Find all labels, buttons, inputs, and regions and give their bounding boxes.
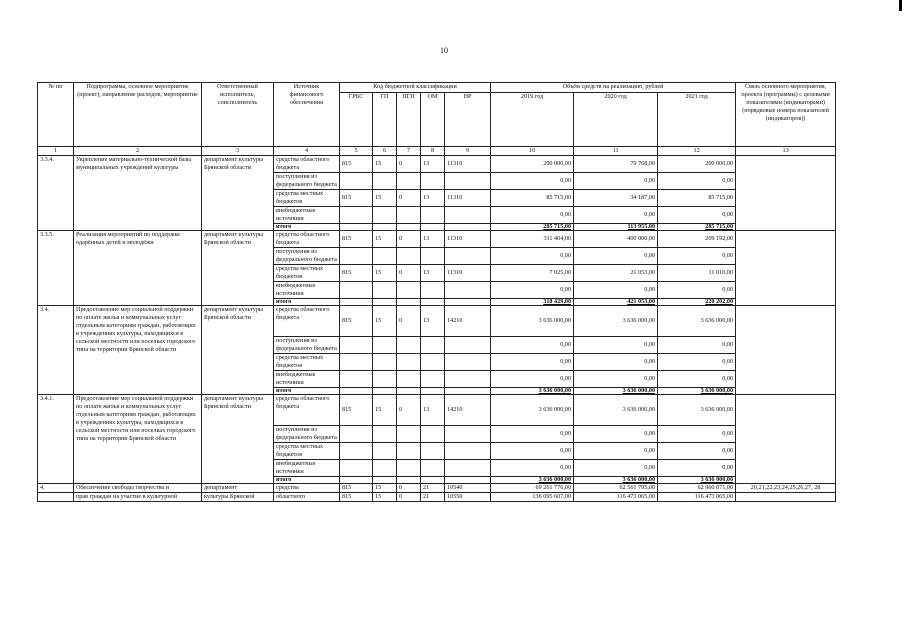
cell-2021: 116 473 065,00 bbox=[658, 493, 736, 502]
indicator-link bbox=[736, 231, 836, 306]
source-label: средства местных бюджетов bbox=[274, 190, 340, 207]
cell-np bbox=[445, 426, 491, 443]
cell-grbs bbox=[340, 354, 373, 371]
cell-2020: 0,00 bbox=[574, 173, 658, 190]
cell-pgp: 0 bbox=[397, 395, 421, 426]
cell-grbs: 815 bbox=[340, 395, 373, 426]
cell-2019: 0,00 bbox=[491, 354, 574, 371]
cell-om bbox=[421, 460, 445, 477]
column-number: 9 bbox=[445, 147, 491, 156]
cell-2020: 34 187,00 bbox=[574, 190, 658, 207]
total-empty-cell bbox=[373, 477, 397, 484]
cell-2021: 11 010,00 bbox=[658, 265, 736, 282]
column-number: 3 bbox=[202, 147, 274, 156]
cell-2020: 400 000,00 bbox=[574, 231, 658, 248]
cell-gp: 15 bbox=[373, 395, 397, 426]
section-responsible: департамент культуры Брянской области bbox=[202, 395, 274, 484]
cell-pgp: 0 bbox=[397, 156, 421, 173]
cell-2021: 62 960 071,00 bbox=[658, 484, 736, 493]
table-row bbox=[38, 231, 836, 248]
total-empty-cell bbox=[340, 299, 373, 306]
cell-2019: 0,00 bbox=[491, 282, 574, 299]
cell-np bbox=[445, 371, 491, 388]
cell-2019: 0,00 bbox=[491, 337, 574, 354]
source-label: внебюджетные источники bbox=[274, 207, 340, 224]
cell-2019: 136 095 607,00 bbox=[491, 493, 574, 502]
cell-2020: 3 636 000,00 bbox=[574, 395, 658, 426]
section-responsible: департамент культуры Брянской области bbox=[202, 306, 274, 395]
cell-pgp bbox=[397, 426, 421, 443]
cell-2020: 0,00 bbox=[574, 371, 658, 388]
page-number: 10 bbox=[440, 46, 448, 55]
cell-pgp: 0 bbox=[397, 484, 421, 493]
header-budget-code-group: Код бюджетной классификации bbox=[340, 83, 491, 93]
total-empty-cell bbox=[373, 388, 397, 395]
budget-table bbox=[37, 82, 836, 502]
cell-2019: 3 636 000,00 bbox=[491, 306, 574, 337]
cell-om bbox=[421, 443, 445, 460]
cell-gp bbox=[373, 173, 397, 190]
cell-np bbox=[445, 207, 491, 224]
cell-gp bbox=[373, 337, 397, 354]
cell-2019: 85 715,00 bbox=[491, 190, 574, 207]
source-label: поступления из федерального бюджета bbox=[274, 426, 340, 443]
cell-2019: 3 636 000,00 bbox=[491, 395, 574, 426]
cell-gp: 15 bbox=[373, 265, 397, 282]
cell-pgp bbox=[397, 337, 421, 354]
header-gp: ГП bbox=[373, 93, 397, 147]
source-label: средства областного бюджета bbox=[274, 395, 340, 426]
indicator-link bbox=[736, 306, 836, 395]
cell-np bbox=[445, 173, 491, 190]
total-empty-cell bbox=[445, 477, 491, 484]
cell-pgp bbox=[397, 173, 421, 190]
section-responsible: департамент bbox=[202, 484, 274, 493]
cell-grbs bbox=[340, 207, 373, 224]
cell-2019: 0,00 bbox=[491, 460, 574, 477]
cell-grbs bbox=[340, 426, 373, 443]
cell-gp bbox=[373, 354, 397, 371]
source-label: средства местных бюджетов bbox=[274, 443, 340, 460]
section-number: 3.4. bbox=[38, 306, 74, 395]
total-empty-cell bbox=[340, 388, 373, 395]
section-name-cont: прав граждан на участие в культурной bbox=[74, 493, 202, 502]
cell-2020: 0,00 bbox=[574, 426, 658, 443]
cell-gp: 15 bbox=[373, 190, 397, 207]
scan-edge-mark bbox=[899, 0, 902, 11]
cell-om bbox=[421, 426, 445, 443]
column-number: 1 bbox=[38, 147, 74, 156]
header-grbs: ГРБС bbox=[340, 93, 373, 147]
source-label: средства местных бюджетов bbox=[274, 354, 340, 371]
total-empty-cell bbox=[421, 224, 445, 231]
column-number: 5 bbox=[340, 147, 373, 156]
cell-pgp: 0 bbox=[397, 265, 421, 282]
cell-gp bbox=[373, 426, 397, 443]
cell-gp bbox=[373, 207, 397, 224]
cell-gp: 15 bbox=[373, 156, 397, 173]
cell-np: 14210 bbox=[445, 306, 491, 337]
cell-2021: 0,00 bbox=[658, 443, 736, 460]
cell-pgp bbox=[397, 248, 421, 265]
cell-gp bbox=[373, 282, 397, 299]
cell-om: 13 bbox=[421, 306, 445, 337]
cell-om bbox=[421, 173, 445, 190]
cell-2021: 0,00 bbox=[658, 207, 736, 224]
column-number: 8 bbox=[421, 147, 445, 156]
section-name: Обеспечение свободы творчества и bbox=[74, 484, 202, 493]
cell-np bbox=[445, 460, 491, 477]
cell-grbs: 815 bbox=[340, 493, 373, 502]
cell-gp: 15 bbox=[373, 484, 397, 493]
cell-np: 14210 bbox=[445, 395, 491, 426]
cell-grbs bbox=[340, 371, 373, 388]
section-number: 3.4.1. bbox=[38, 395, 74, 484]
cell-pgp bbox=[397, 460, 421, 477]
cell-2020: 3 636 000,00 bbox=[574, 306, 658, 337]
cell-2020: 116 473 065,00 bbox=[574, 493, 658, 502]
total-2020: 3 636 000,00 bbox=[574, 388, 658, 395]
table-row bbox=[38, 484, 836, 493]
source-label: поступления из федерального бюджета bbox=[274, 337, 340, 354]
header-om: ОМ bbox=[421, 93, 445, 147]
total-2019: 285 715,00 bbox=[491, 224, 574, 231]
header-responsible: Ответственный исполнитель, соисполнитель bbox=[202, 83, 274, 147]
section-number: 3.3.4. bbox=[38, 156, 74, 231]
header-name: Подпрограмма, основное мероприятие (проект), направление расходов, мероприятие bbox=[74, 83, 202, 147]
section-responsible: департамент культуры Брянской области bbox=[202, 231, 274, 306]
total-empty-cell bbox=[397, 299, 421, 306]
indicator-link bbox=[736, 395, 836, 484]
column-number: 11 bbox=[574, 147, 658, 156]
cell-om bbox=[421, 248, 445, 265]
total-empty-cell bbox=[445, 224, 491, 231]
table-row bbox=[38, 493, 836, 502]
cell-2020: 0,00 bbox=[574, 248, 658, 265]
total-2021: 3 636 000,00 bbox=[658, 388, 736, 395]
source-label: средства областного бюджета bbox=[274, 156, 340, 173]
total-2020: 421 053,00 bbox=[574, 299, 658, 306]
cell-gp bbox=[373, 248, 397, 265]
section-name: Укрепление материально-технической базы муниципальных учреждений культуры bbox=[74, 156, 202, 231]
cell-2021: 3 636 000,00 bbox=[658, 395, 736, 426]
cell-grbs: 815 bbox=[340, 484, 373, 493]
column-number: 4 bbox=[274, 147, 340, 156]
total-label: итого bbox=[274, 224, 340, 231]
cell-np bbox=[445, 443, 491, 460]
cell-gp bbox=[373, 371, 397, 388]
cell-grbs: 815 bbox=[340, 306, 373, 337]
total-label: итого bbox=[274, 477, 340, 484]
cell-om bbox=[421, 337, 445, 354]
cell-2021: 0,00 bbox=[658, 371, 736, 388]
section-number: 3.3.5. bbox=[38, 231, 74, 306]
cell-gp: 15 bbox=[373, 306, 397, 337]
cell-pgp: 0 bbox=[397, 493, 421, 502]
cell-grbs: 815 bbox=[340, 265, 373, 282]
column-number: 2 bbox=[74, 147, 202, 156]
cell-2020: 62 561 795,00 bbox=[574, 484, 658, 493]
cell-om: 21 bbox=[421, 493, 445, 502]
total-label: итого bbox=[274, 299, 340, 306]
total-2019: 3 636 000,00 bbox=[491, 388, 574, 395]
cell-np bbox=[445, 282, 491, 299]
cell-grbs bbox=[340, 337, 373, 354]
source-label: средства bbox=[274, 484, 340, 493]
total-label: итого bbox=[274, 388, 340, 395]
source-label: областного bbox=[274, 493, 340, 502]
cell-2019: 0,00 bbox=[491, 173, 574, 190]
cell-2021: 200 000,00 bbox=[658, 156, 736, 173]
cell-np: 11310 bbox=[445, 190, 491, 207]
cell-om: 21 bbox=[421, 484, 445, 493]
cell-om: 13 bbox=[421, 156, 445, 173]
source-label: средства областного бюджета bbox=[274, 231, 340, 248]
cell-2019: 200 000,00 bbox=[491, 156, 574, 173]
total-empty-cell bbox=[397, 477, 421, 484]
cell-2020: 0,00 bbox=[574, 354, 658, 371]
cell-2019: 0,00 bbox=[491, 371, 574, 388]
cell-2021: 0,00 bbox=[658, 282, 736, 299]
cell-gp bbox=[373, 443, 397, 460]
column-number-row bbox=[38, 147, 836, 156]
cell-pgp bbox=[397, 443, 421, 460]
cell-2019: 0,00 bbox=[491, 443, 574, 460]
header-2021: 2021 год bbox=[658, 93, 736, 147]
cell-np bbox=[445, 354, 491, 371]
cell-2019: 311 404,00 bbox=[491, 231, 574, 248]
section-name: Предоставление мер социальной поддержки по оплате жилья и коммунальных услуг отдельным категориям граждан, работающих в учреждениях культуры, находящихся в сельской местности или поселках городского типа на территории Брянской области bbox=[74, 306, 202, 395]
cell-2020: 0,00 bbox=[574, 337, 658, 354]
cell-2021: 3 636 000,00 bbox=[658, 306, 736, 337]
header-2020: 2020 год bbox=[574, 93, 658, 147]
section-name: Предоставление мер социальной поддержки по оплате жилья и коммунальных услуг отдельным категориям граждан, работающих в учреждениях культуры, находящихся в сельской местности или поселках городского типа на территории Брянской области bbox=[74, 395, 202, 484]
cell-pgp: 0 bbox=[397, 306, 421, 337]
header-np: НР bbox=[445, 93, 491, 147]
cell-2019: 0,00 bbox=[491, 426, 574, 443]
cell-2019: 0,00 bbox=[491, 207, 574, 224]
total-empty-cell bbox=[340, 477, 373, 484]
header-pgp: ПГП bbox=[397, 93, 421, 147]
cell-om bbox=[421, 282, 445, 299]
cell-np: 11310 bbox=[445, 156, 491, 173]
header-2019: 2019 год bbox=[491, 93, 574, 147]
cell-2021: 0,00 bbox=[658, 460, 736, 477]
cell-2020: 79 768,00 bbox=[574, 156, 658, 173]
cell-pgp bbox=[397, 207, 421, 224]
cell-grbs: 815 bbox=[340, 156, 373, 173]
total-empty-cell bbox=[397, 224, 421, 231]
cell-2020: 0,00 bbox=[574, 443, 658, 460]
header-no: № пп bbox=[38, 83, 74, 147]
column-number: 10 bbox=[491, 147, 574, 156]
source-label: поступления из федерального бюджета bbox=[274, 248, 340, 265]
cell-grbs bbox=[340, 282, 373, 299]
cell-2020: 0,00 bbox=[574, 282, 658, 299]
cell-2020: 0,00 bbox=[574, 460, 658, 477]
cell-np bbox=[445, 337, 491, 354]
cell-gp: 15 bbox=[373, 231, 397, 248]
cell-2019: 69 261 776,00 bbox=[491, 484, 574, 493]
total-2021: 220 202,00 bbox=[658, 299, 736, 306]
cell-om: 13 bbox=[421, 265, 445, 282]
cell-2021: 0,00 bbox=[658, 337, 736, 354]
cell-pgp: 0 bbox=[397, 231, 421, 248]
cell-grbs: 815 bbox=[340, 190, 373, 207]
cell-2021: 209 192,00 bbox=[658, 231, 736, 248]
header-source: Источник финансового обеспечения bbox=[274, 83, 340, 147]
total-empty-cell bbox=[445, 299, 491, 306]
cell-2020: 0,00 bbox=[574, 207, 658, 224]
source-label: средства местных бюджетов bbox=[274, 265, 340, 282]
total-empty-cell bbox=[340, 224, 373, 231]
header-indicator-link: Связь основного мероприятия, проекта (программы) с целевыми показателями (индикаторами) (порядковые номера показателей (индикаторов)) bbox=[736, 83, 836, 147]
section-responsible-cont: культуры Брянской bbox=[202, 493, 274, 502]
cell-pgp bbox=[397, 282, 421, 299]
source-label: внебюджетные источники bbox=[274, 371, 340, 388]
total-2020: 3 636 000,00 bbox=[574, 477, 658, 484]
cell-grbs: 815 bbox=[340, 231, 373, 248]
total-2021: 285 715,00 bbox=[658, 224, 736, 231]
cell-grbs bbox=[340, 248, 373, 265]
table-row bbox=[38, 306, 836, 337]
cell-om: 13 bbox=[421, 395, 445, 426]
cell-grbs bbox=[340, 173, 373, 190]
column-number: 7 bbox=[397, 147, 421, 156]
total-empty-cell bbox=[421, 388, 445, 395]
cell-pgp: 0 bbox=[397, 190, 421, 207]
section-name: Реализация мероприятий по поддержке одарённых детей и молодёжи bbox=[74, 231, 202, 306]
total-empty-cell bbox=[421, 477, 445, 484]
header-amount-group: Объём средств на реализацию, рублей bbox=[491, 83, 736, 93]
indicator-link bbox=[736, 156, 836, 231]
cell-np: 10550 bbox=[445, 493, 491, 502]
cell-om bbox=[421, 371, 445, 388]
total-2019: 318 429,00 bbox=[491, 299, 574, 306]
cell-2021: 0,00 bbox=[658, 354, 736, 371]
column-number: 13 bbox=[736, 147, 836, 156]
source-label: поступления из федерального бюджета bbox=[274, 173, 340, 190]
table-row bbox=[38, 395, 836, 426]
column-number: 12 bbox=[658, 147, 736, 156]
cell-2021: 0,00 bbox=[658, 173, 736, 190]
total-empty-cell bbox=[373, 224, 397, 231]
cell-2021: 85 715,00 bbox=[658, 190, 736, 207]
cell-2019: 0,00 bbox=[491, 248, 574, 265]
cell-np bbox=[445, 248, 491, 265]
total-2021: 3 636 000,00 bbox=[658, 477, 736, 484]
column-number: 6 bbox=[373, 147, 397, 156]
total-empty-cell bbox=[421, 299, 445, 306]
source-label: средства областного бюджета bbox=[274, 306, 340, 337]
section-number: 4. bbox=[38, 484, 74, 493]
cell-2021: 0,00 bbox=[658, 248, 736, 265]
source-label: внебюджетные источники bbox=[274, 460, 340, 477]
cell-gp: 15 bbox=[373, 493, 397, 502]
sections-body bbox=[38, 156, 836, 484]
cell-om: 13 bbox=[421, 231, 445, 248]
total-2019: 3 636 000,00 bbox=[491, 477, 574, 484]
cell-2019: 7 025,00 bbox=[491, 265, 574, 282]
last-section bbox=[38, 484, 836, 502]
cell-np: 11310 bbox=[445, 265, 491, 282]
total-empty-cell bbox=[373, 299, 397, 306]
cell-pgp bbox=[397, 354, 421, 371]
indicator-link: 20,21,22,23,24,25,26,27, 28 bbox=[736, 484, 836, 493]
total-empty-cell bbox=[397, 388, 421, 395]
source-label: внебюджетные источники bbox=[274, 282, 340, 299]
cell-2021: 0,00 bbox=[658, 426, 736, 443]
total-empty-cell bbox=[445, 388, 491, 395]
cell-grbs bbox=[340, 443, 373, 460]
total-2020: 113 955,00 bbox=[574, 224, 658, 231]
table-row bbox=[38, 156, 836, 173]
section-responsible: департамент культуры Брянской области bbox=[202, 156, 274, 231]
cell-om: 13 bbox=[421, 190, 445, 207]
cell-gp bbox=[373, 460, 397, 477]
cell-pgp bbox=[397, 371, 421, 388]
cell-np: 11310 bbox=[445, 231, 491, 248]
cell-om bbox=[421, 354, 445, 371]
cell-om bbox=[421, 207, 445, 224]
cell-2020: 21 053,00 bbox=[574, 265, 658, 282]
cell-grbs bbox=[340, 460, 373, 477]
cell-np: 10540 bbox=[445, 484, 491, 493]
